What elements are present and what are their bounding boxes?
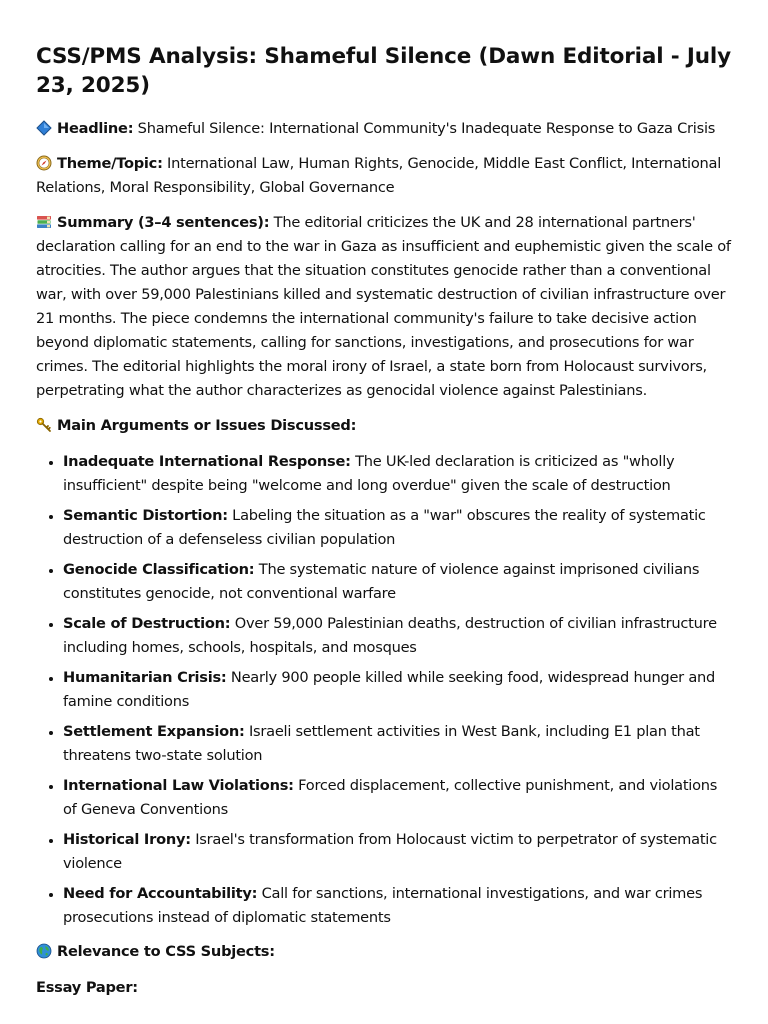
relevance-heading bbox=[36, 940, 732, 964]
compass-icon bbox=[36, 155, 52, 171]
list-item-text: The systematic nature of violence against imprisoned civilians constitutes genocide, not conventional warfare bbox=[63, 561, 700, 602]
headline-text: Shameful Silence: International Community's Inadequate Response to Gaza Crisis bbox=[133, 120, 716, 137]
list-item bbox=[63, 612, 732, 660]
list-item-label: Historical Irony: bbox=[63, 831, 191, 848]
list-item bbox=[63, 720, 732, 768]
list-item bbox=[63, 774, 732, 822]
list-item-label: Settlement Expansion: bbox=[63, 723, 245, 740]
list-item-text: Call for sanctions, international investigations, and war crimes prosecutions instead of diplomatic statements bbox=[63, 885, 703, 926]
list-item-label: Semantic Distortion: bbox=[63, 507, 228, 524]
headline-paragraph bbox=[36, 117, 732, 141]
list-item-text: Israel's transformation from Holocaust victim to perpetrator of systematic violence bbox=[63, 831, 717, 872]
essay-label: Essay Paper: bbox=[36, 979, 138, 996]
list-item bbox=[63, 882, 732, 930]
list-item bbox=[63, 558, 732, 606]
list-item-text: Labeling the situation as a "war" obscures the reality of systematic destruction of a defenseless civilian population bbox=[63, 507, 706, 548]
essay-heading bbox=[36, 976, 732, 1000]
list-item-label: Humanitarian Crisis: bbox=[63, 669, 227, 686]
list-item-text: The UK-led declaration is criticized as "wholly insufficient" despite being "welcome and long overdue" given the scale of destruction bbox=[63, 453, 675, 494]
headline-label: Headline: bbox=[57, 120, 134, 137]
theme-text: International Law, Human Rights, Genocide, Middle East Conflict, International Relations, Moral Responsibility, Global Governance bbox=[36, 155, 722, 196]
theme-label: Theme/Topic: bbox=[57, 155, 163, 172]
list-item-label: International Law Violations: bbox=[63, 777, 294, 794]
list-item-label: Genocide Classification: bbox=[63, 561, 255, 578]
books-icon bbox=[36, 214, 52, 230]
theme-paragraph bbox=[36, 152, 732, 200]
key-icon bbox=[36, 417, 52, 433]
summary-text: The editorial criticizes the UK and 28 international partners' declaration calling for an end to the war in Gaza as insufficient and euphemistic given the scale of atrocities. The author argues that the situation constitutes genocide rather than a conventional war, with over 59,000 Palestinians killed and systematic destruction of civilian infrastructure over 21 months. The piece condemns the international community's failure to take decisive action beyond diplomatic statements, calling for sanctions, investigations, and prosecutions for war crimes. The editorial highlights the moral irony of Israel, a state born from Holocaust survivors, perpetrating what the author characterizes as genocidal violence against Palestinians. bbox=[36, 214, 731, 399]
list-item-text: Forced displacement, collective punishment, and violations of Geneva Conventions bbox=[63, 777, 718, 818]
summary-paragraph bbox=[36, 211, 732, 403]
list-item bbox=[63, 504, 732, 552]
arguments-heading bbox=[36, 414, 732, 438]
list-item-text: Israeli settlement activities in West Bank, including E1 plan that threatens two-state solution bbox=[63, 723, 700, 764]
list-item-label: Need for Accountability: bbox=[63, 885, 258, 902]
arguments-list bbox=[36, 450, 732, 930]
page-title: CSS/PMS Analysis: Shameful Silence (Dawn Editorial - July 23, 2025) bbox=[36, 44, 731, 98]
list-item-label: Scale of Destruction: bbox=[63, 615, 231, 632]
arguments-label: Main Arguments or Issues Discussed: bbox=[57, 417, 357, 434]
list-item-text: Over 59,000 Palestinian deaths, destruction of civilian infrastructure including homes, schools, hospitals, and mosques bbox=[63, 615, 717, 656]
blue-diamond-icon bbox=[36, 120, 52, 136]
globe-icon bbox=[36, 943, 52, 959]
list-item bbox=[63, 666, 732, 714]
list-item-label: Inadequate International Response: bbox=[63, 453, 351, 470]
relevance-label: Relevance to CSS Subjects: bbox=[57, 943, 275, 960]
list-item bbox=[63, 450, 732, 498]
summary-label: Summary (3–4 sentences): bbox=[57, 214, 270, 231]
list-item-text: Nearly 900 people killed while seeking food, widespread hunger and famine conditions bbox=[63, 669, 716, 710]
list-item bbox=[63, 828, 732, 876]
